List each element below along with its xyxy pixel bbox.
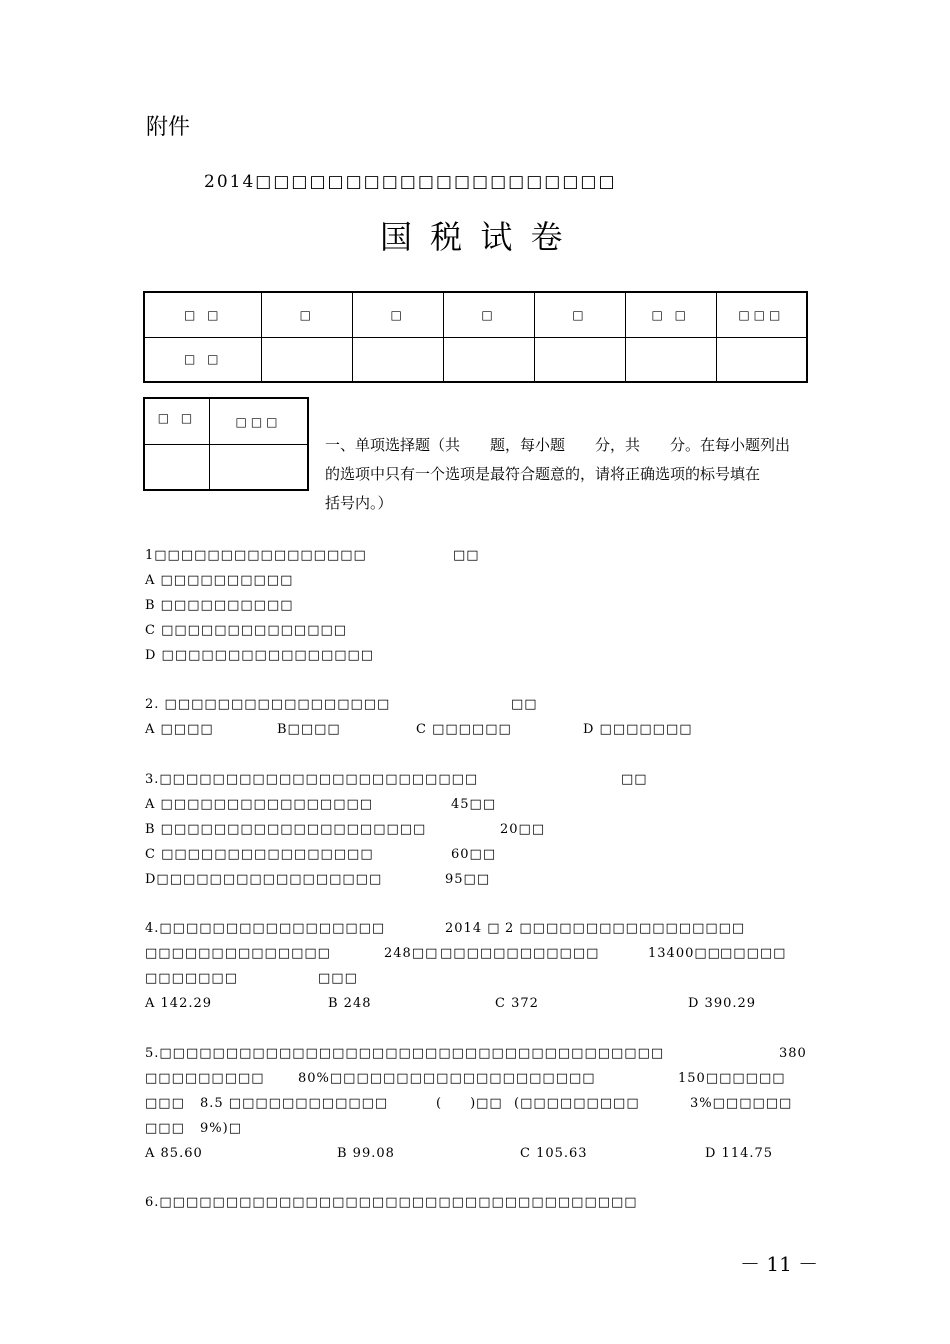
grader-score-cell [144, 444, 210, 490]
question-1-option-d: D □□□□□□□□□□□□□□□□ [145, 648, 375, 663]
grader-name-cell [210, 444, 309, 490]
question-1-option-a: A □□□□□□□□□□ [145, 573, 294, 588]
exam-subtitle: 2014□□□□□□□□□□□□□□□□□□□□ [204, 172, 617, 192]
page-title: 国 税 试 卷 [380, 218, 567, 256]
question-5-text: □□□ [145, 1121, 185, 1136]
question-5-text: 150□□□□□□ [678, 1071, 786, 1086]
question-4-paren: □□□ [318, 971, 358, 986]
question-5-paren: ( )□□ [436, 1096, 503, 1111]
score-header-cell: □ [534, 292, 625, 337]
section-instructions [325, 431, 790, 518]
question-3-stem: 3.□□□□□□□□□□□□□□□□□□□□□□□□ [145, 772, 479, 787]
question-6-stem: 6.□□□□□□□□□□□□□□□□□□□□□□□□□□□□□□□□□□□□ [145, 1195, 638, 1210]
score-value-cell [534, 337, 625, 382]
question-4-text: 2 □□□□□□□□□□□□□□□□□ [505, 921, 746, 936]
question-5-text: 8.5 □□□□□□□□□□□□ [200, 1096, 389, 1111]
section-instructions-line: 的选项中只有一个选项是最符合题意的，请将正确选项的标号填在 [325, 465, 761, 483]
question-2-option-d: D □□□□□□□ [583, 722, 693, 737]
question-4-option-b: B 248 [328, 996, 372, 1011]
question-3-option-d: D□□□□□□□□□□□□□□□□□ [145, 872, 383, 887]
question-5-option-c: C 105.63 [520, 1146, 588, 1161]
question-1-paren: □□ [453, 548, 480, 563]
question-4-text: □□□□□□□□□□□□ [440, 946, 600, 961]
grader-score-label: □ □ [144, 398, 210, 444]
question-4-text: □□□□□□□□□□□□□□ [145, 946, 331, 961]
question-4-text: □□□□□□□ [145, 971, 238, 986]
score-value-cell [444, 337, 535, 382]
question-4-text: □□□□□ [720, 946, 787, 961]
question-5-text: 80%□□□□□□□□□□□□□□□□□□□□ [298, 1071, 596, 1086]
score-header-cell: □ [444, 292, 535, 337]
question-3-paren: □□ [621, 772, 648, 787]
score-value-cell [716, 337, 807, 382]
score-header-cell: □ [353, 292, 444, 337]
question-1-option-c: C □□□□□□□□□□□□□□ [145, 623, 348, 638]
question-1-stem: 1□□□□□□□□□□□□□□□□ [145, 548, 367, 563]
question-5-text: (□□□□□□□□□ [514, 1096, 640, 1111]
question-2-option-a: A □□□□ [145, 722, 214, 737]
question-3-option-c-value: 60□□ [451, 847, 497, 862]
question-2-stem: 2. □□□□□□□□□□□□□□□□□ [145, 697, 391, 712]
question-4-text: 4.□□□□□□□□□□□□□□□□□ [145, 921, 386, 936]
score-value-cell [625, 337, 716, 382]
question-5-option-a: A 85.60 [145, 1146, 203, 1161]
question-5-option-b: B 99.08 [337, 1146, 395, 1161]
score-header-cell: □ □ [144, 292, 262, 337]
score-header-cell: □□□ [716, 292, 807, 337]
grader-box [143, 397, 309, 491]
question-4-text: 2014 □ [445, 921, 501, 936]
question-5-text: □□□ [145, 1096, 185, 1111]
question-3-option-a: A □□□□□□□□□□□□□□□□ [145, 797, 374, 812]
grader-name-label: □□□ [210, 398, 309, 444]
question-2-paren: □□ [511, 697, 538, 712]
section-instructions-line: 括号内。） [325, 494, 393, 512]
score-value-cell [262, 337, 353, 382]
attachment-label: 附件 [146, 115, 191, 140]
question-3-option-b-value: 20□□ [500, 822, 546, 837]
question-3-option-d-value: 95□□ [445, 872, 491, 887]
question-5-option-d: D 114.75 [705, 1146, 774, 1161]
question-4-text: 248□□ [384, 946, 439, 961]
question-5-text: 380 [779, 1046, 807, 1061]
question-3-option-b: B □□□□□□□□□□□□□□□□□□□□ [145, 822, 427, 837]
question-5-text: 5.□□□□□□□□□□□□□□□□□□□□□□□□□□□□□□□□□□□□□□ [145, 1046, 665, 1061]
score-header-cell: □ □ [625, 292, 716, 337]
question-4-option-d: D 390.29 [688, 996, 757, 1011]
page-number: － 11 － [740, 1252, 819, 1276]
question-3-option-a-value: 45□□ [451, 797, 497, 812]
question-4-option-a: A 142.29 [145, 996, 213, 1011]
question-3-option-c: C □□□□□□□□□□□□□□□□ [145, 847, 374, 862]
score-table [143, 291, 808, 383]
question-2-option-b: B□□□□ [277, 722, 341, 737]
section-instructions-line: 一、单项选择题（共 题，每小题 分，共 分。在每小题列出 [325, 436, 791, 454]
score-row-label: □ □ [144, 337, 262, 382]
question-5-text: 9%)□ [200, 1121, 242, 1136]
question-2-option-c: C □□□□□□ [416, 722, 512, 737]
question-5-text: □□□□□□□□□ [145, 1071, 265, 1086]
question-4-option-c: C 372 [495, 996, 539, 1011]
score-value-cell [353, 337, 444, 382]
question-4-text: 13400□□ [648, 946, 721, 961]
question-1-option-b: B □□□□□□□□□□ [145, 598, 294, 613]
question-5-text: 3%□□□□□□ [690, 1096, 793, 1111]
score-header-cell: □ [262, 292, 353, 337]
